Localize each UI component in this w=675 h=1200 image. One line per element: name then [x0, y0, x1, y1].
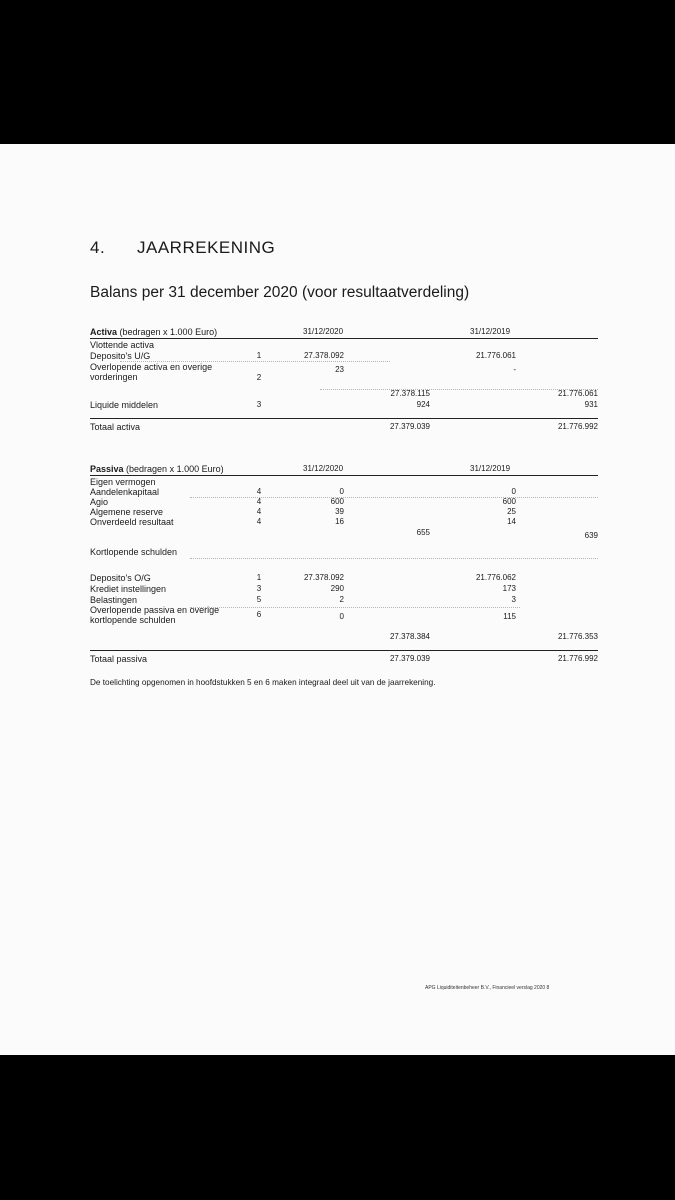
row-note: 3: [256, 584, 262, 593]
row-note: 2: [256, 373, 262, 382]
row-note: 4: [256, 497, 262, 506]
value-2020: 2: [339, 595, 344, 604]
value-2020: 27.378.092: [303, 351, 344, 360]
value-2020: 0: [339, 487, 344, 496]
row-note: 5: [256, 595, 262, 604]
row-note: 1: [256, 573, 262, 582]
value-2020: 924: [416, 400, 430, 409]
total-2019: 21.776.992: [557, 654, 598, 663]
balance-sheet-title: Balans per 31 december 2020 (voor resultaatverdeling): [90, 284, 470, 301]
activa-header-label: Activa (bedragen x 1.000 Euro): [90, 327, 218, 337]
row-label: Aandelenkapitaal: [90, 487, 160, 497]
short-term-group-label: Kortlopende schulden: [90, 547, 178, 557]
row-label: Onverdeeld resultaat: [90, 517, 174, 527]
value-2020: 23: [335, 365, 344, 374]
value-2020: 0: [339, 612, 344, 621]
value-2019: 173: [502, 584, 516, 593]
page-footer: APG Liquiditeitenbeheer B.V., Financieel verslag 2020 8: [425, 985, 550, 991]
leader-dots: [190, 497, 598, 498]
passiva-table: [90, 464, 598, 669]
value-2020: 27.378.092: [303, 573, 344, 582]
total-label: Totaal passiva: [90, 654, 148, 664]
row-label: Deposito's U/G: [90, 351, 151, 361]
row-note: 4: [256, 487, 262, 496]
value-2019: 14: [507, 517, 516, 526]
row-note: 3: [256, 400, 262, 409]
total-rule: [90, 418, 598, 419]
value-2020: 16: [335, 517, 344, 526]
passiva-date-2019: 31/12/2019: [470, 464, 511, 473]
total-label: Totaal activa: [90, 422, 141, 432]
equity-group-label: Eigen vermogen: [90, 477, 156, 487]
chapter-title: JAARREKENING: [137, 238, 276, 257]
row-note: 1: [256, 351, 262, 360]
value-2020: 600: [330, 497, 344, 506]
row-note: 6: [256, 610, 262, 619]
activa-table: [90, 327, 598, 437]
value-2019: -: [513, 365, 516, 374]
short-term-total-2019: 21.776.353: [557, 632, 598, 641]
value-2019: 21.776.061: [475, 351, 516, 360]
chapter-number: 4.: [90, 238, 106, 257]
row-label: Agio: [90, 497, 109, 507]
short-term-total-2020: 27.378.384: [389, 632, 430, 641]
value-2019: 115: [503, 612, 516, 621]
value-2019: 3: [511, 595, 516, 604]
value-2019: 25: [507, 507, 516, 516]
value-2020: 290: [330, 584, 344, 593]
activa-group-label: Vlottende activa: [90, 340, 155, 350]
activa-date-2020: 31/12/2020: [303, 327, 344, 336]
row-note: 4: [256, 507, 262, 516]
row-label: Algemene reserve: [90, 507, 164, 517]
activa-date-2019: 31/12/2019: [470, 327, 511, 336]
value-2019: 931: [584, 400, 598, 409]
row-label: Overlopende activa en overige vorderingen: [90, 362, 213, 382]
leader-dots: [190, 558, 598, 559]
subtotal-2019: 21.776.061: [557, 389, 598, 398]
value-2019: 600: [502, 497, 516, 506]
row-label: Deposito's O/G: [90, 573, 151, 583]
total-2020: 27.379.039: [389, 654, 430, 663]
leader-dots: [320, 389, 598, 390]
row-label: Liquide middelen: [90, 400, 159, 410]
document-page: [0, 144, 675, 1055]
subtotal-2020: 27.378.115: [390, 389, 430, 398]
row-label: Overlopende passiva en overige kortlopende schulden: [90, 605, 220, 625]
passiva-header: [90, 464, 598, 476]
row-label: Belastingen: [90, 595, 138, 605]
value-2019: 0: [511, 487, 516, 496]
activa-header: [90, 327, 598, 339]
total-2019: 21.776.992: [557, 422, 598, 431]
passiva-date-2020: 31/12/2020: [303, 464, 344, 473]
value-2020: 39: [335, 507, 344, 516]
row-note: 4: [256, 517, 262, 526]
passiva-header-label: Passiva (bedragen x 1.000 Euro): [90, 464, 224, 474]
equity-total-2020: 655: [416, 528, 430, 537]
equity-total-2019: 639: [584, 531, 598, 540]
row-label: Krediet instellingen: [90, 584, 167, 594]
footnote: De toelichting opgenomen in hoofdstukken 5 en 6 maken integraal deel uit van de jaarrekening.: [90, 678, 436, 687]
total-2020: 27.379.039: [389, 422, 430, 431]
chapter-heading: [90, 238, 275, 258]
value-2019: 21.776.062: [475, 573, 516, 582]
total-rule: [90, 650, 598, 651]
